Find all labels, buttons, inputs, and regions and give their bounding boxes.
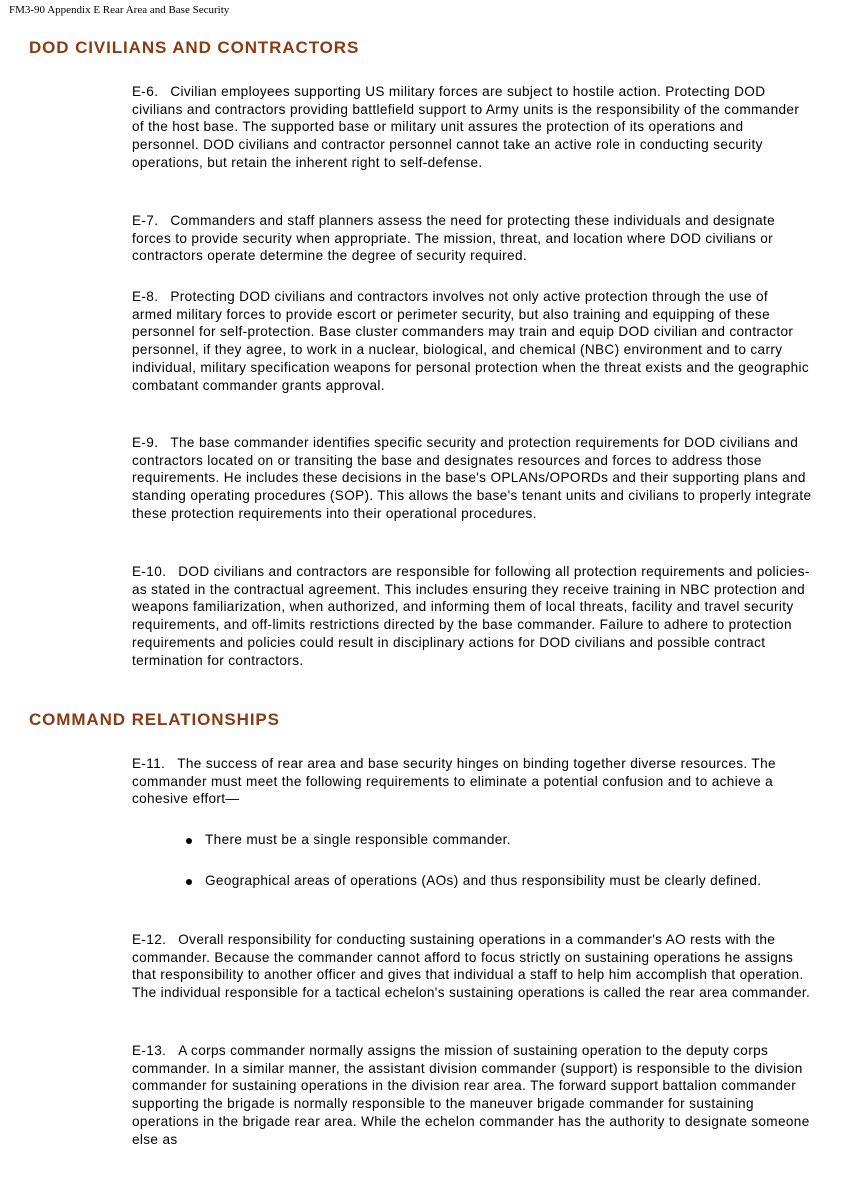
paragraph-number: E-10. <box>132 564 167 579</box>
bullet-item <box>186 872 806 890</box>
paragraph-e8 <box>132 288 812 394</box>
running-head: FM3-90 Appendix E Rear Area and Base Security <box>9 4 230 16</box>
paragraph-text: The base commander identifies specific security and protection requirements for DOD civilians and contractors located on or transiting the base and designates resources and forces to address those requirements. He includes these decisions in the base's OPLANs/OPORDs and their supporting plans and standing operating procedures (SOP). This allows the base's tenant units and civilians to properly integrate these protection requirements into their operational procedures. <box>132 435 812 521</box>
paragraph-e9 <box>132 434 812 523</box>
paragraph-text: Protecting DOD civilians and contractors involves not only active protection through the use of armed military forces to provide escort or perimeter security, but also training and equipping of these personnel for self-protection. Base cluster commanders may train and equip DOD civilian and contractor personnel, if they agree, to work in a nuclear, biological, and chemical (NBC) environment and to carry individual, military specification weapons for personal protection when the threat exists and the geographic combatant commander grants approval. <box>132 289 810 393</box>
bullet-icon <box>186 838 192 844</box>
paragraph-number: E-13. <box>132 1043 167 1058</box>
paragraph-number: E-6. <box>132 84 159 99</box>
paragraph-text: Commanders and staff planners assess the need for protecting these individuals and designate forces to provide security when appropriate. The mission, threat, and location where DOD civilians or contractors operate determine the degree of security required. <box>132 213 776 264</box>
bullet-text: Geographical areas of operations (AOs) and thus responsibility must be clearly defined. <box>205 873 762 888</box>
paragraph-number: E-9. <box>132 435 159 450</box>
paragraph-text: Overall responsibility for conducting sustaining operations in a commander's AO rests with the commander. Because the commander cannot afford to focus strictly on sustaining operations he assigns that responsibility to another officer and gives that individual a staff to help him accomplish that operation. The individual responsible for a tactical echelon's sustaining operations is called the rear area commander. <box>132 932 811 1001</box>
section-heading-command-relationships: COMMAND RELATIONSHIPS <box>29 710 280 729</box>
paragraph-number: E-8. <box>132 289 159 304</box>
bullet-text: There must be a single responsible commander. <box>205 832 511 847</box>
paragraph-e11 <box>132 755 812 808</box>
paragraph-e6 <box>132 83 812 172</box>
paragraph-e12 <box>132 931 812 1002</box>
paragraph-text: Civilian employees supporting US military forces are subject to hostile action. Protecting DOD civilians and contractors providing battlefield support to Army units is the responsibility of the commander of the host base. The supported base or military unit assures the protection of its operations and personnel. DOD civilians and contractor personnel cannot take an active role in conducting security operations, but retain the inherent right to self-defense. <box>132 84 800 170</box>
bullet-icon <box>186 879 192 885</box>
paragraph-text: DOD civilians and contractors are responsible for following all protection requirements and policies-as stated in the contractual agreement. This includes ensuring they receive training in NBC protection and weapons familiarization, when authorized, and informing them of local threats, facility and travel security requirements, and off-limits restrictions directed by the base commander. Failure to adhere to protection requirements and policies could result in disciplinary actions for DOD civilians and possible contract termination for contractors. <box>132 564 810 668</box>
paragraph-text: A corps commander normally assigns the mission of sustaining operation to the deputy corps commander. In a similar manner, the assistant division commander (support) is responsible to the division commander for sustaining operations in the division rear area. The forward support battalion commander supporting the brigade is normally responsible to the maneuver brigade commander for sustaining operations in the brigade rear area. While the echelon commander has the authority to designate someone else as <box>132 1043 810 1147</box>
paragraph-number: E-12. <box>132 932 167 947</box>
paragraph-e10 <box>132 563 812 669</box>
paragraph-text: The success of rear area and base security hinges on binding together diverse resources. The commander must meet the following requirements to eliminate a potential confusion and to achieve a cohesive effort— <box>132 756 776 807</box>
paragraph-number: E-11. <box>132 756 166 771</box>
paragraph-number: E-7. <box>132 213 159 228</box>
section-heading-dod-civilians: DOD CIVILIANS AND CONTRACTORS <box>29 38 360 57</box>
paragraph-e13 <box>132 1042 812 1148</box>
bullet-item <box>186 831 806 849</box>
paragraph-e7 <box>132 212 812 265</box>
